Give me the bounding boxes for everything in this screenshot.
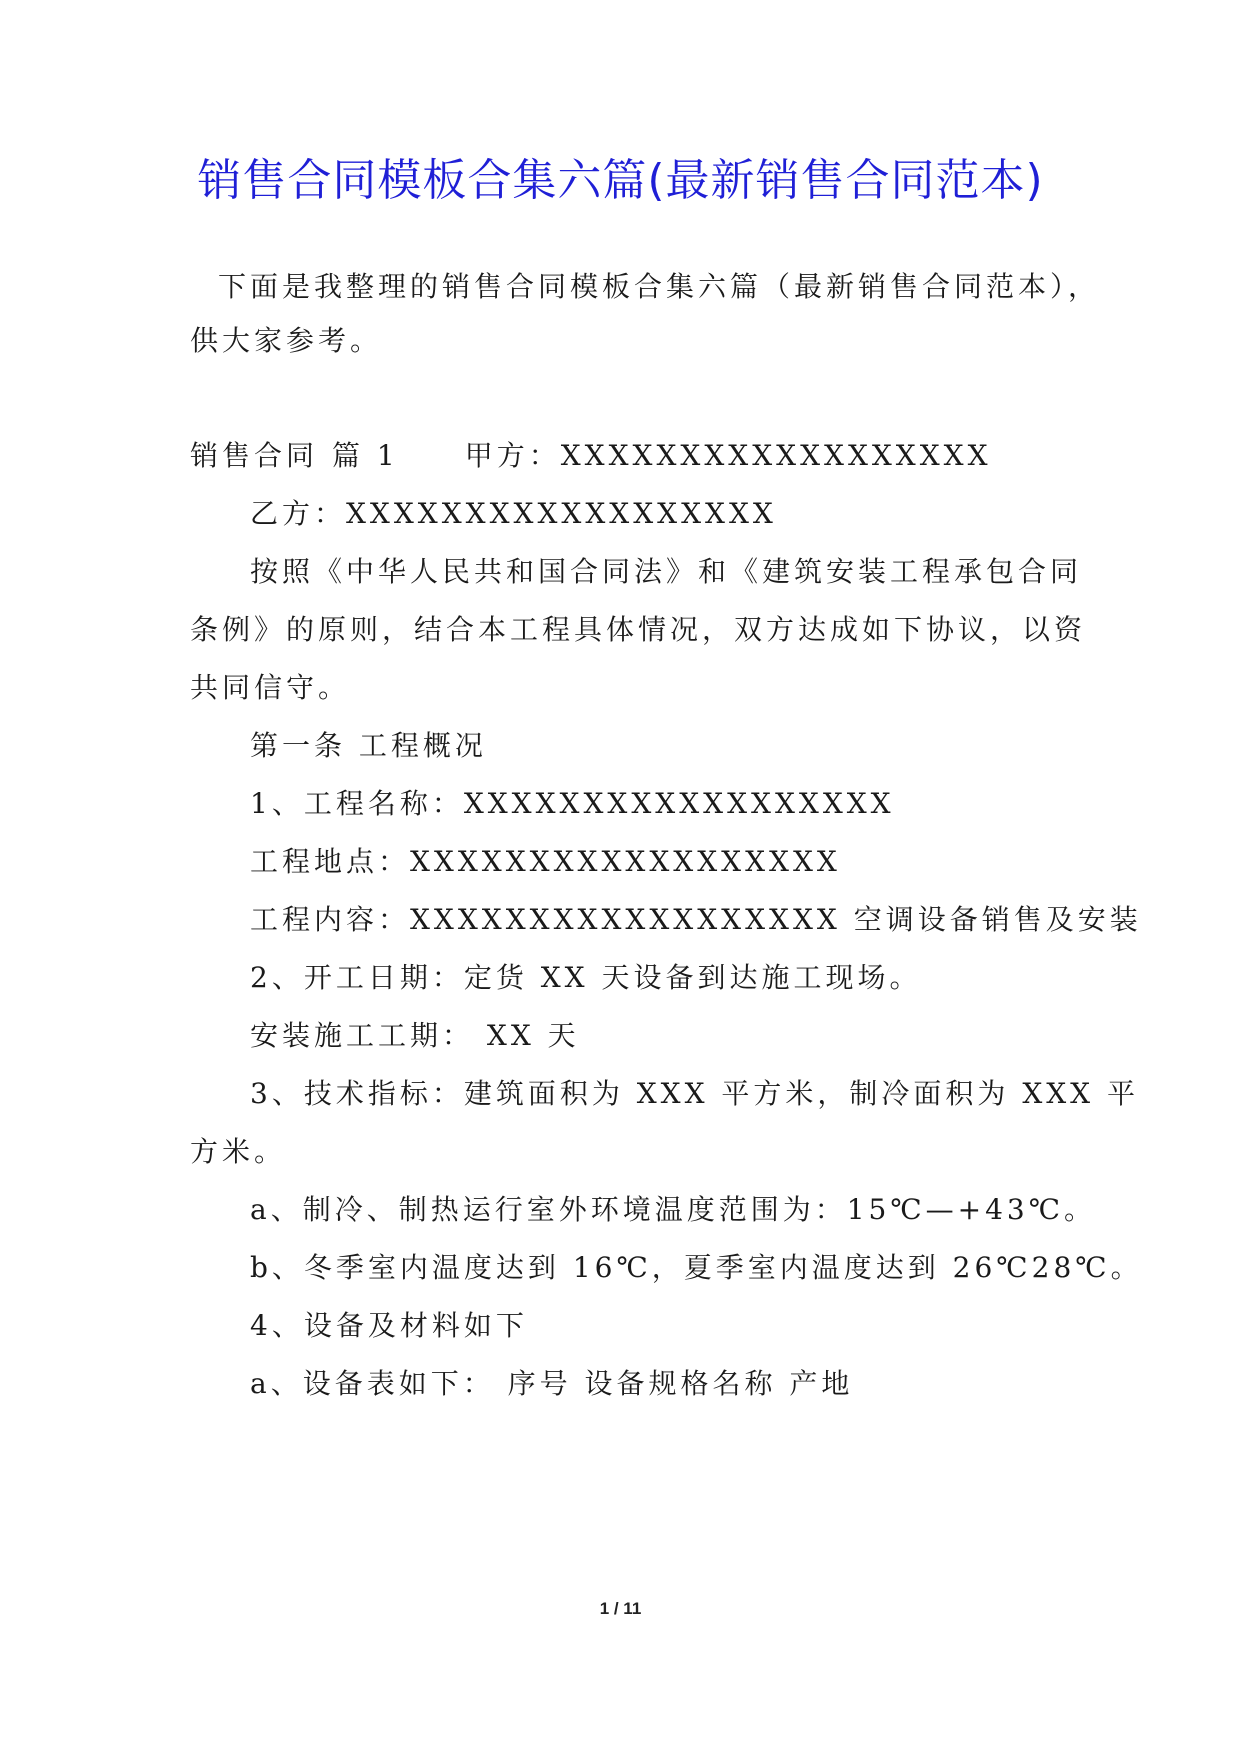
item-3a: a、制冷、制热运行室外环境温度范围为：15℃—+43℃。 [250, 1193, 1097, 1226]
installation-duration: 安装施工工期： XX 天 [250, 1019, 580, 1052]
item-3-line-1: 3、技术指标：建筑面积为 XXX 平方米，制冷面积为 XXX 平 [250, 1077, 1140, 1110]
item-2-start-date: 2、开工日期：定货 XX 天设备到达施工现场。 [250, 961, 922, 994]
paragraph-1-line-3: 共同信守。 [190, 671, 351, 704]
section-number: 篇 1 [332, 439, 399, 472]
party-b: 乙方：XXXXXXXXXXXXXXXXXX [250, 497, 777, 530]
project-content: 工程内容：XXXXXXXXXXXXXXXXXX 空调设备销售及安装 [250, 903, 1142, 936]
item-4: 4、设备及材料如下 [250, 1309, 528, 1342]
intro-line-1: 下面是我整理的销售合同模板合集六篇（最新销售合同范本）， [218, 270, 1101, 303]
project-location: 工程地点：XXXXXXXXXXXXXXXXXX [250, 845, 841, 878]
item-3b: b、冬季室内温度达到 16℃，夏季室内温度达到 26℃28℃。 [250, 1251, 1143, 1284]
item-1-project-name: 1、工程名称：XXXXXXXXXXXXXXXXXX [250, 787, 895, 820]
paragraph-1-line-2: 条例》的原则，结合本工程具体情况，双方达成如下协议，以资 [190, 613, 1087, 646]
section-heading: 销售合同 [190, 439, 319, 472]
page-indicator: 1 / 11 [599, 1599, 642, 1618]
document-title: 销售合同模板合集六篇(最新销售合同范本) [197, 155, 1044, 206]
paragraph-1-line-1: 按照《中华人民共和国合同法》和《建筑安装工程承包合同 [250, 555, 1083, 588]
party-a: 甲方：XXXXXXXXXXXXXXXXXX [464, 439, 992, 472]
item-3-line-2: 方米。 [190, 1135, 287, 1168]
article-1-heading: 第一条 工程概况 [250, 729, 487, 762]
section-header-line [190, 436, 992, 476]
item-4a: a、设备表如下： 序号 设备规格名称 产地 [250, 1367, 854, 1400]
intro-line-2: 供大家参考。 [190, 324, 383, 357]
